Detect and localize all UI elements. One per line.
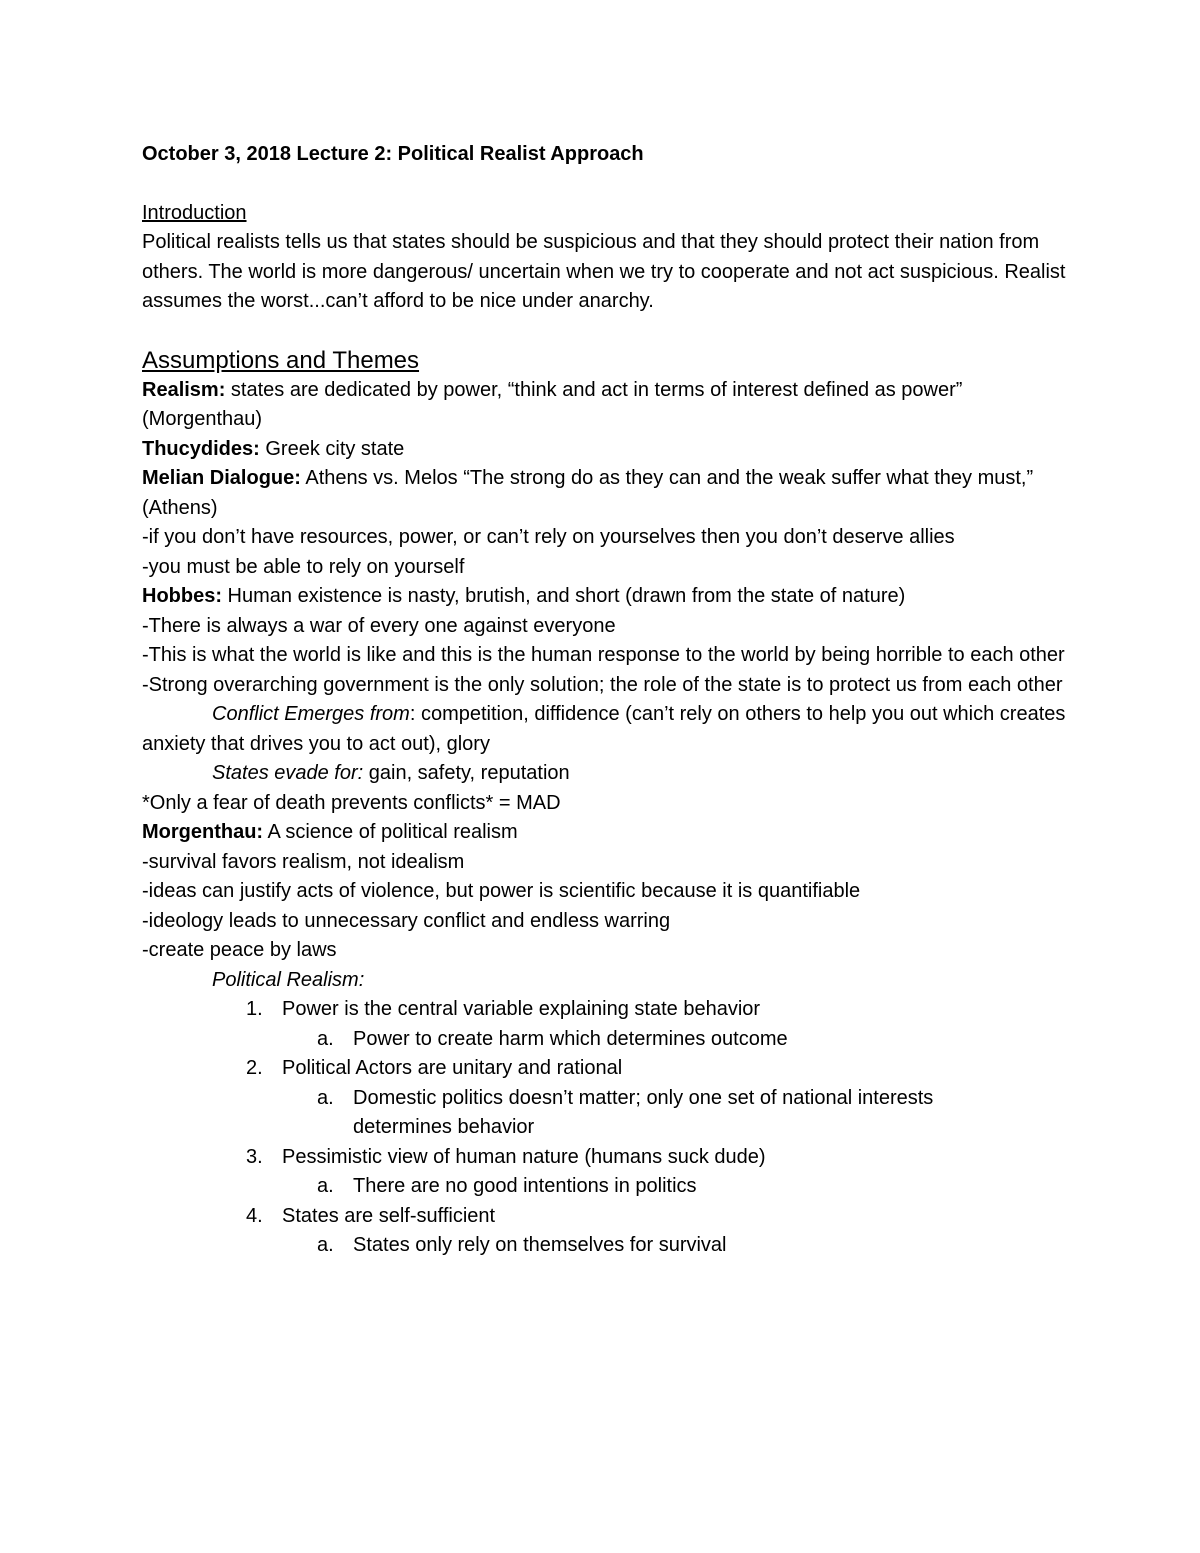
conflict-paragraph: [142, 700, 1072, 759]
hobbes-paragraph: [142, 582, 1072, 612]
states-evade-label: States evade for:: [212, 762, 364, 784]
morgenthau-point: -ideology leads to unnecessary conflict and endless warring: [142, 909, 671, 932]
sub-list-item: [142, 1172, 1072, 1202]
sub-list-item: [142, 1084, 993, 1143]
conflict-label: Conflict Emerges from: [212, 703, 410, 725]
melian-point: -you must be able to rely on yourself: [142, 555, 465, 578]
mad-line: *Only a fear of death prevents conflicts* = MAD: [142, 791, 561, 814]
political-realism-label: [142, 966, 1072, 996]
sub-list-item: [142, 1231, 1072, 1261]
hobbes-point: -There is always a war of every one against everyone: [142, 614, 616, 637]
sub-list-item-text: There are no good intentions in politics: [353, 1175, 697, 1197]
states-evade-paragraph: [142, 759, 1072, 789]
list-item-text: Power is the central variable explaining state behavior: [282, 998, 761, 1020]
thucydides-label: Thucydides:: [142, 437, 260, 460]
sub-list-letter: a.: [317, 1027, 334, 1050]
list-number: 1.: [246, 998, 263, 1020]
list-item-text: Political Actors are unitary and rational: [282, 1057, 623, 1079]
thucydides-text: Greek city state: [259, 437, 405, 460]
melian-text: Athens vs. Melos “The strong do as they can and the weak suffer what they must,” (Athens): [142, 467, 1034, 519]
hobbes-point: -This is what the world is like and this is the human response to the world by being horrible to each other: [142, 644, 1065, 666]
realism-label: Realism:: [142, 378, 226, 401]
list-item: [142, 1143, 1072, 1173]
document-page: [142, 140, 1072, 1261]
conflict-text: : competition, diffidence (can’t rely on others to help you out which creates anxiety that drives you to act out), glory: [142, 703, 1066, 755]
realism-paragraph: [142, 376, 1072, 435]
page-title: October 3, 2018 Lecture 2: Political Realist Approach: [142, 143, 644, 165]
melian-paragraph: [142, 464, 1072, 523]
list-item: [142, 1054, 1072, 1084]
sub-list-letter: a.: [317, 1175, 334, 1197]
sub-list-letter: a.: [317, 1234, 334, 1256]
hobbes-text: Human existence is nasty, brutish, and short (drawn from the state of nature): [222, 585, 906, 607]
sub-list-item: [142, 1025, 1072, 1055]
sub-list-item-text: Domestic politics doesn’t matter; only one set of national interests determines behavior: [353, 1086, 934, 1138]
states-evade-text: gain, safety, reputation: [363, 762, 570, 784]
sub-list-item-text: States only rely on themselves for survival: [353, 1234, 727, 1256]
hobbes-point: -Strong overarching government is the only solution; the role of the state is to protect us from each other: [142, 673, 1063, 696]
sub-list-letter: a.: [317, 1086, 334, 1109]
melian-label: Melian Dialogue:: [142, 467, 301, 489]
morgenthau-text: A science of political realism: [263, 821, 518, 843]
thucydides-paragraph: [142, 435, 1072, 465]
morgenthau-paragraph: [142, 818, 1072, 848]
hobbes-label: Hobbes:: [142, 585, 222, 607]
realism-text: states are dedicated by power, “think and act in terms of interest defined as power” (Morgenthau): [142, 378, 963, 430]
list-item-text: States are self-sufficient: [282, 1204, 496, 1227]
list-item-text: Pessimistic view of human nature (humans suck dude): [282, 1145, 766, 1168]
intro-heading: Introduction: [142, 201, 247, 224]
list-number: 2.: [246, 1057, 263, 1079]
morgenthau-point: -ideas can justify acts of violence, but power is scientific because it is quantifiable: [142, 880, 861, 902]
list-number: 3.: [246, 1145, 263, 1168]
morgenthau-point: -create peace by laws: [142, 939, 337, 961]
list-item: [142, 1202, 1072, 1232]
intro-body: Political realists tells us that states should be suspicious and that they should protect their nation from others. The world is more dangerous/ uncertain when we try to cooperate and not act suspicious. Realist assumes the worst...can’t afford to be nice under anarchy.: [142, 231, 1066, 312]
morgenthau-point: -survival favors realism, not idealism: [142, 850, 465, 873]
assumptions-heading: Assumptions and Themes: [142, 346, 420, 374]
sub-list-item-text: Power to create harm which determines outcome: [353, 1027, 788, 1050]
melian-point: -if you don’t have resources, power, or can’t rely on yourselves then you don’t deserve allies: [142, 526, 955, 548]
political-realism-list: [142, 995, 1072, 1261]
political-realism-label-text: Political Realism:: [212, 968, 365, 991]
list-item: [142, 995, 1072, 1025]
list-number: 4.: [246, 1204, 263, 1227]
morgenthau-label: Morgenthau:: [142, 821, 264, 843]
